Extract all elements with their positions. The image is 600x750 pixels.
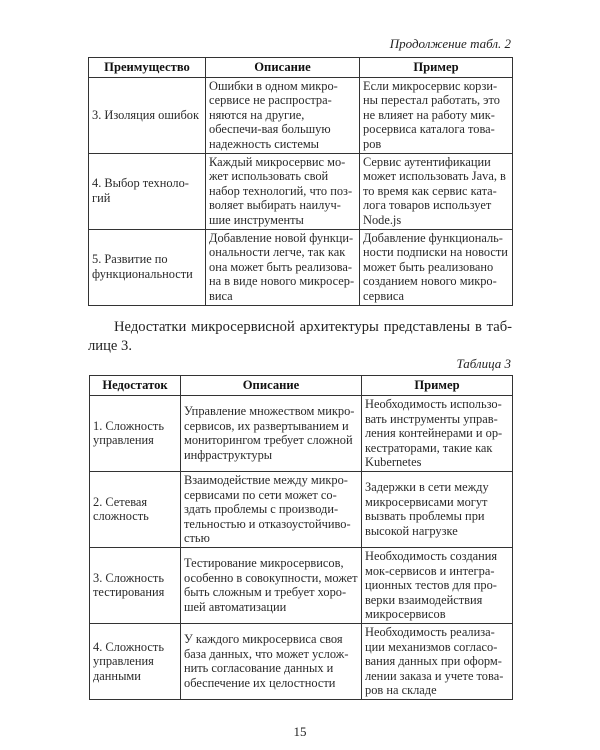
body-paragraph xyxy=(88,318,512,356)
disadvantage-cell: 3. Сложность тестирования xyxy=(90,547,181,623)
description-cell: Каждый микросервис мо-жет использовать свой набор технологий, что поз-воляет выбирать наилуч-шие инструменты xyxy=(206,153,360,229)
table-header-row xyxy=(90,376,513,396)
table-row xyxy=(90,471,513,547)
header-description: Описание xyxy=(206,58,360,78)
description-cell: Взаимодействие между микро-сервисами по сети может со-здать проблемы с производи-тельностью и отказоустойчиво-стью xyxy=(181,471,362,547)
page-number: 15 xyxy=(293,724,307,739)
header-example: Пример xyxy=(362,376,513,396)
advantages-table xyxy=(88,57,513,306)
header-description: Описание xyxy=(181,376,362,396)
description-cell: Добавление новой функци-ональности легче, так как она может быть реализова-на в виде нового микросер-виса xyxy=(206,229,360,305)
advantage-cell: 5. Развитие по функциональности xyxy=(89,229,206,305)
example-cell: Необходимость создания мок-сервисов и интегра-ционных тестов для про-верки взаимодействия микросервисов xyxy=(362,547,513,623)
description-cell: Ошибки в одном микро-сервисе не распростра-няются на другие, обеспечи-вая большую надежность системы xyxy=(206,77,360,153)
example-cell: Необходимость реализа-ции механизмов согласо-вания данных при оформ-лении заказа и учете това-ров на складе xyxy=(362,623,513,699)
advantage-cell: 4. Выбор техноло-гий xyxy=(89,153,206,229)
table-row xyxy=(89,229,513,305)
description-cell: Тестирование микросервисов, особенно в совокупности, может быть сложным и требует хоро-шей автоматизации xyxy=(181,547,362,623)
header-example: Пример xyxy=(360,58,513,78)
description-cell: Управление множеством микро-сервисов, их развертыванием и мониторингом требует сложной инфраструктуры xyxy=(181,396,362,472)
disadvantages-table xyxy=(89,375,513,700)
disadvantage-cell: 4. Сложность управления данными xyxy=(90,623,181,699)
table-row xyxy=(90,547,513,623)
example-cell: Сервис аутентификации может использовать Java, в то время как сервис ката-лога товаров использует Node.js xyxy=(360,153,513,229)
table-2-continuation-caption: Продолжение табл. 2 xyxy=(389,36,511,51)
description-cell: У каждого микросервиса своя база данных, что может услож-нить согласование данных и обеспечение их целостности xyxy=(181,623,362,699)
table-row xyxy=(89,153,513,229)
header-disadvantage: Недостаток xyxy=(90,376,181,396)
table-header-row xyxy=(89,58,513,78)
disadvantage-cell: 1. Сложность управления xyxy=(90,396,181,472)
table-row xyxy=(90,623,513,699)
table-row xyxy=(90,396,513,472)
header-advantage: Преимущество xyxy=(89,58,206,78)
table-3-caption: Таблица 3 xyxy=(456,356,511,371)
example-cell: Добавление функциональ-ности подписки на новости может быть реализовано созданием нового микро-сервиса xyxy=(360,229,513,305)
disadvantage-cell: 2. Сетевая сложность xyxy=(90,471,181,547)
example-cell: Если микросервис корзи-ны перестал работать, это не влияет на работу мик-росервиса каталога това-ров xyxy=(360,77,513,153)
advantage-cell: 3. Изоляция ошибок xyxy=(89,77,206,153)
paragraph-text: Недостатки микросервисной архитектуры представлены в таб-лице 3. xyxy=(88,319,512,354)
example-cell: Задержки в сети между микросервисами могут вызвать проблемы при высокой нагрузке xyxy=(362,471,513,547)
example-cell: Необходимость использо-вать инструменты управ-ления контейнерами и ор-кестраторами, такие как Kubernetes xyxy=(362,396,513,472)
table-row xyxy=(89,77,513,153)
